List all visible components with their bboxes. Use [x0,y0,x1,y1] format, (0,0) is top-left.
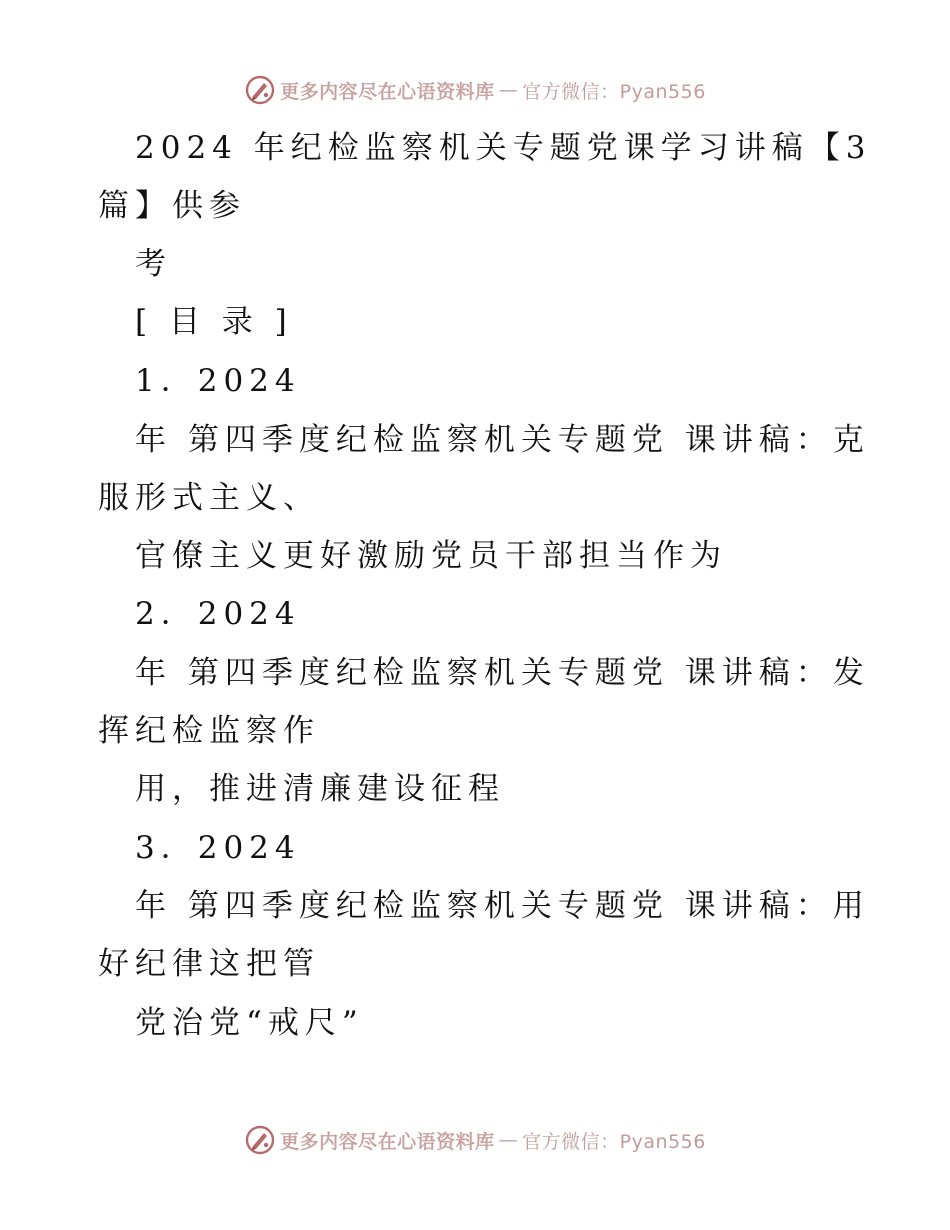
toc-item-2-line-b: 挥纪检监察作 [98,713,320,749]
doc-title-line-2: 篇】供参 [98,188,246,224]
watermark-contact: 官方微信：Pyan556 [522,1130,706,1153]
watermark-brand: 更多内容尽在心语资料库 [280,1130,495,1153]
toc-label: [ 目 录 ] [135,304,293,340]
toc-item-3-line-a [135,886,870,926]
watermark-brand: 更多内容尽在心语资料库 [280,80,495,103]
toc-item-1-line-c: 官僚主义更好激励党员干部担当作为 [135,538,727,574]
watermark-contact: 官方微信：Pyan556 [522,80,706,103]
doc-title-line-1: 2024 年纪检监察机关专题党课学习讲稿【3 [135,130,872,166]
toc-item-1-line-a [135,420,870,460]
header-watermark [0,70,950,110]
toc-item-3-line-b: 好纪律这把管 [98,946,320,982]
watermark-group [244,1124,706,1156]
toc-item-2-number: 2．2024 [135,596,301,632]
toc-item-2-line-a [135,653,870,693]
toc-item-1-line-a-left: 年 第四季度纪检监察机关专题党 课讲稿： [135,422,833,458]
watermark-separator: — [498,1129,519,1151]
watermark-group [244,74,706,106]
toc-item-2-line-a-left: 年 第四季度纪检监察机关专题党 课讲稿： [135,655,833,691]
toc-item-2-line-a-right: 发 [832,655,870,691]
toc-item-2-line-c: 用，推进清廉建设征程 [135,771,505,807]
pen-logo-icon [244,1124,276,1156]
doc-title-line-3: 考 [135,246,172,282]
footer-watermark [0,1120,950,1160]
pen-logo-icon [244,74,276,106]
toc-item-3-line-a-left: 年 第四季度纪检监察机关专题党 课讲稿： [135,888,833,924]
toc-item-3-line-c: 党治党“戒尺” [135,1005,364,1041]
watermark-separator: — [498,79,519,101]
toc-item-3-line-a-right: 用 [832,888,870,924]
toc-item-1-number: 1．2024 [135,363,301,399]
toc-item-3-number: 3．2024 [135,830,301,866]
toc-item-1-line-a-right: 克 [832,422,870,458]
toc-item-1-line-b: 服形式主义、 [98,480,320,516]
